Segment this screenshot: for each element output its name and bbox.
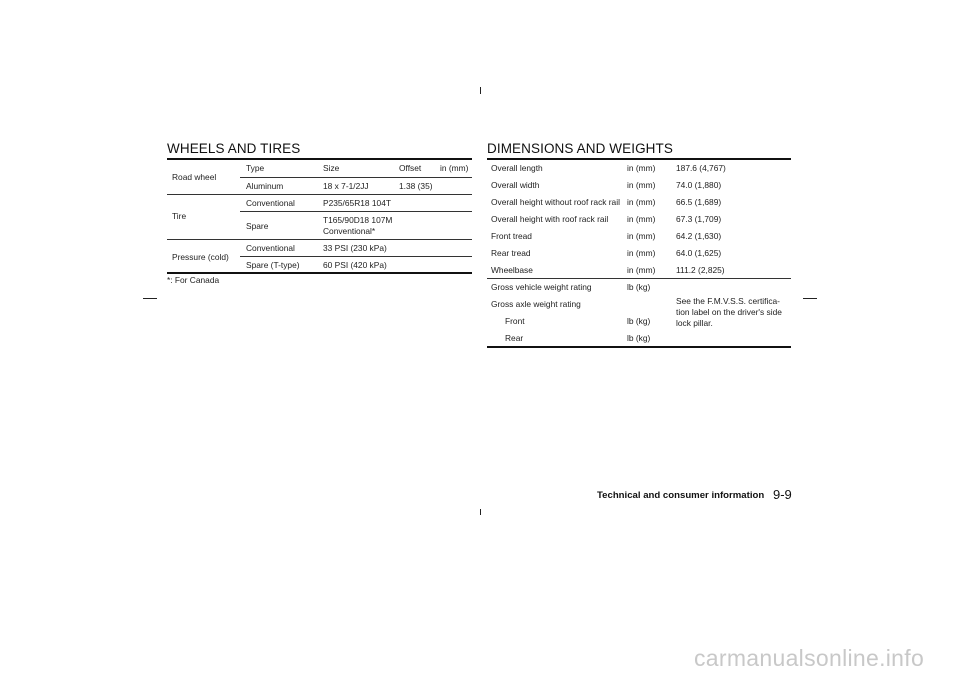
crop-mark-right — [803, 298, 817, 299]
dimension-unit: in (mm) — [627, 197, 656, 207]
footnote: *: For Canada — [167, 275, 220, 285]
dimensions-title-rule — [487, 158, 791, 160]
crop-mark-bottom — [480, 509, 481, 515]
weight-note-line-1: See the F.M.V.S.S. certifica- — [676, 296, 780, 306]
table-bottom-rule — [167, 272, 472, 274]
dimension-value: 66.5 (1,689) — [676, 197, 722, 207]
table-rule — [487, 278, 791, 279]
road-wheel-label: Road wheel — [172, 172, 217, 182]
table-rule — [240, 211, 472, 212]
conventional-tire-size: P235/65R18 104T — [323, 198, 391, 208]
weight-note-line-3: lock pillar. — [676, 318, 713, 328]
gvwr-unit: lb (kg) — [627, 282, 651, 292]
dimension-value: 111.2 (2,825) — [676, 265, 725, 275]
dimension-value: 74.0 (1,880) — [676, 180, 722, 190]
pressure-spare-type: Spare (T-type) — [246, 260, 300, 270]
spare-tire-size-note: Conventional* — [323, 226, 376, 236]
table-rule — [240, 256, 472, 257]
dimension-label: Front tread — [491, 231, 532, 241]
table-rule — [167, 239, 472, 240]
page-number: 9-9 — [773, 487, 792, 502]
dimension-label: Overall height without roof rack rail — [491, 197, 620, 207]
col-offset-header: Offset — [399, 163, 422, 173]
dimension-value: 187.6 (4,767) — [676, 163, 726, 173]
dimension-label: Overall height with roof rack rail — [491, 214, 609, 224]
dimension-unit: in (mm) — [627, 163, 656, 173]
col-size-header: Size — [323, 163, 340, 173]
pressure-conventional-type: Conventional — [246, 243, 295, 253]
dimension-unit: in (mm) — [627, 231, 656, 241]
gawr-rear-unit: lb (kg) — [627, 333, 651, 343]
spare-tire-size: T165/90D18 107M — [323, 215, 393, 225]
pressure-conventional-value: 33 PSI (230 kPa) — [323, 243, 387, 253]
dimension-label: Overall length — [491, 163, 543, 173]
weight-note-line-2: tion label on the driver's side — [676, 307, 782, 317]
tire-label: Tire — [172, 211, 187, 221]
aluminum-size: 18 x 7-1/2JJ — [323, 181, 369, 191]
dimension-value: 64.0 (1,625) — [676, 248, 722, 258]
col-unit-header: in (mm) — [440, 163, 469, 173]
gawr-front-label: Front — [505, 316, 525, 326]
dimension-value: 67.3 (1,709) — [676, 214, 722, 224]
dimensions-bottom-rule — [487, 346, 791, 348]
dimensions-and-weights-title: DIMENSIONS AND WEIGHTS — [487, 141, 673, 156]
dimension-label: Overall width — [491, 180, 540, 190]
crop-mark-top — [480, 87, 481, 94]
crop-mark-left — [143, 298, 157, 299]
wheels-title-rule — [167, 158, 472, 160]
pressure-spare-value: 60 PSI (420 kPa) — [323, 260, 387, 270]
gawr-rear-label: Rear — [505, 333, 524, 343]
dimension-unit: in (mm) — [627, 214, 656, 224]
watermark-text: carmanualsonline.info — [694, 645, 925, 671]
col-type-header: Type — [246, 163, 265, 173]
table-rule — [240, 177, 472, 178]
gawr-label: Gross axle weight rating — [491, 299, 581, 309]
gawr-front-unit: lb (kg) — [627, 316, 651, 326]
aluminum-type: Aluminum — [246, 181, 284, 191]
dimension-value: 64.2 (1,630) — [676, 231, 722, 241]
gvwr-label: Gross vehicle weight rating — [491, 282, 592, 292]
spare-tire-type: Spare — [246, 221, 269, 231]
wheels-and-tires-title: WHEELS AND TIRES — [167, 141, 301, 156]
dimension-unit: in (mm) — [627, 265, 656, 275]
dimension-unit: in (mm) — [627, 180, 656, 190]
table-rule — [167, 194, 472, 195]
dimension-label: Rear tread — [491, 248, 531, 258]
pressure-label: Pressure (cold) — [172, 252, 229, 262]
conventional-tire-type: Conventional — [246, 198, 295, 208]
aluminum-offset: 1.38 (35) — [399, 181, 433, 191]
dimension-label: Wheelbase — [491, 265, 533, 275]
footer-section-title: Technical and consumer information — [597, 490, 765, 501]
dimension-unit: in (mm) — [627, 248, 656, 258]
